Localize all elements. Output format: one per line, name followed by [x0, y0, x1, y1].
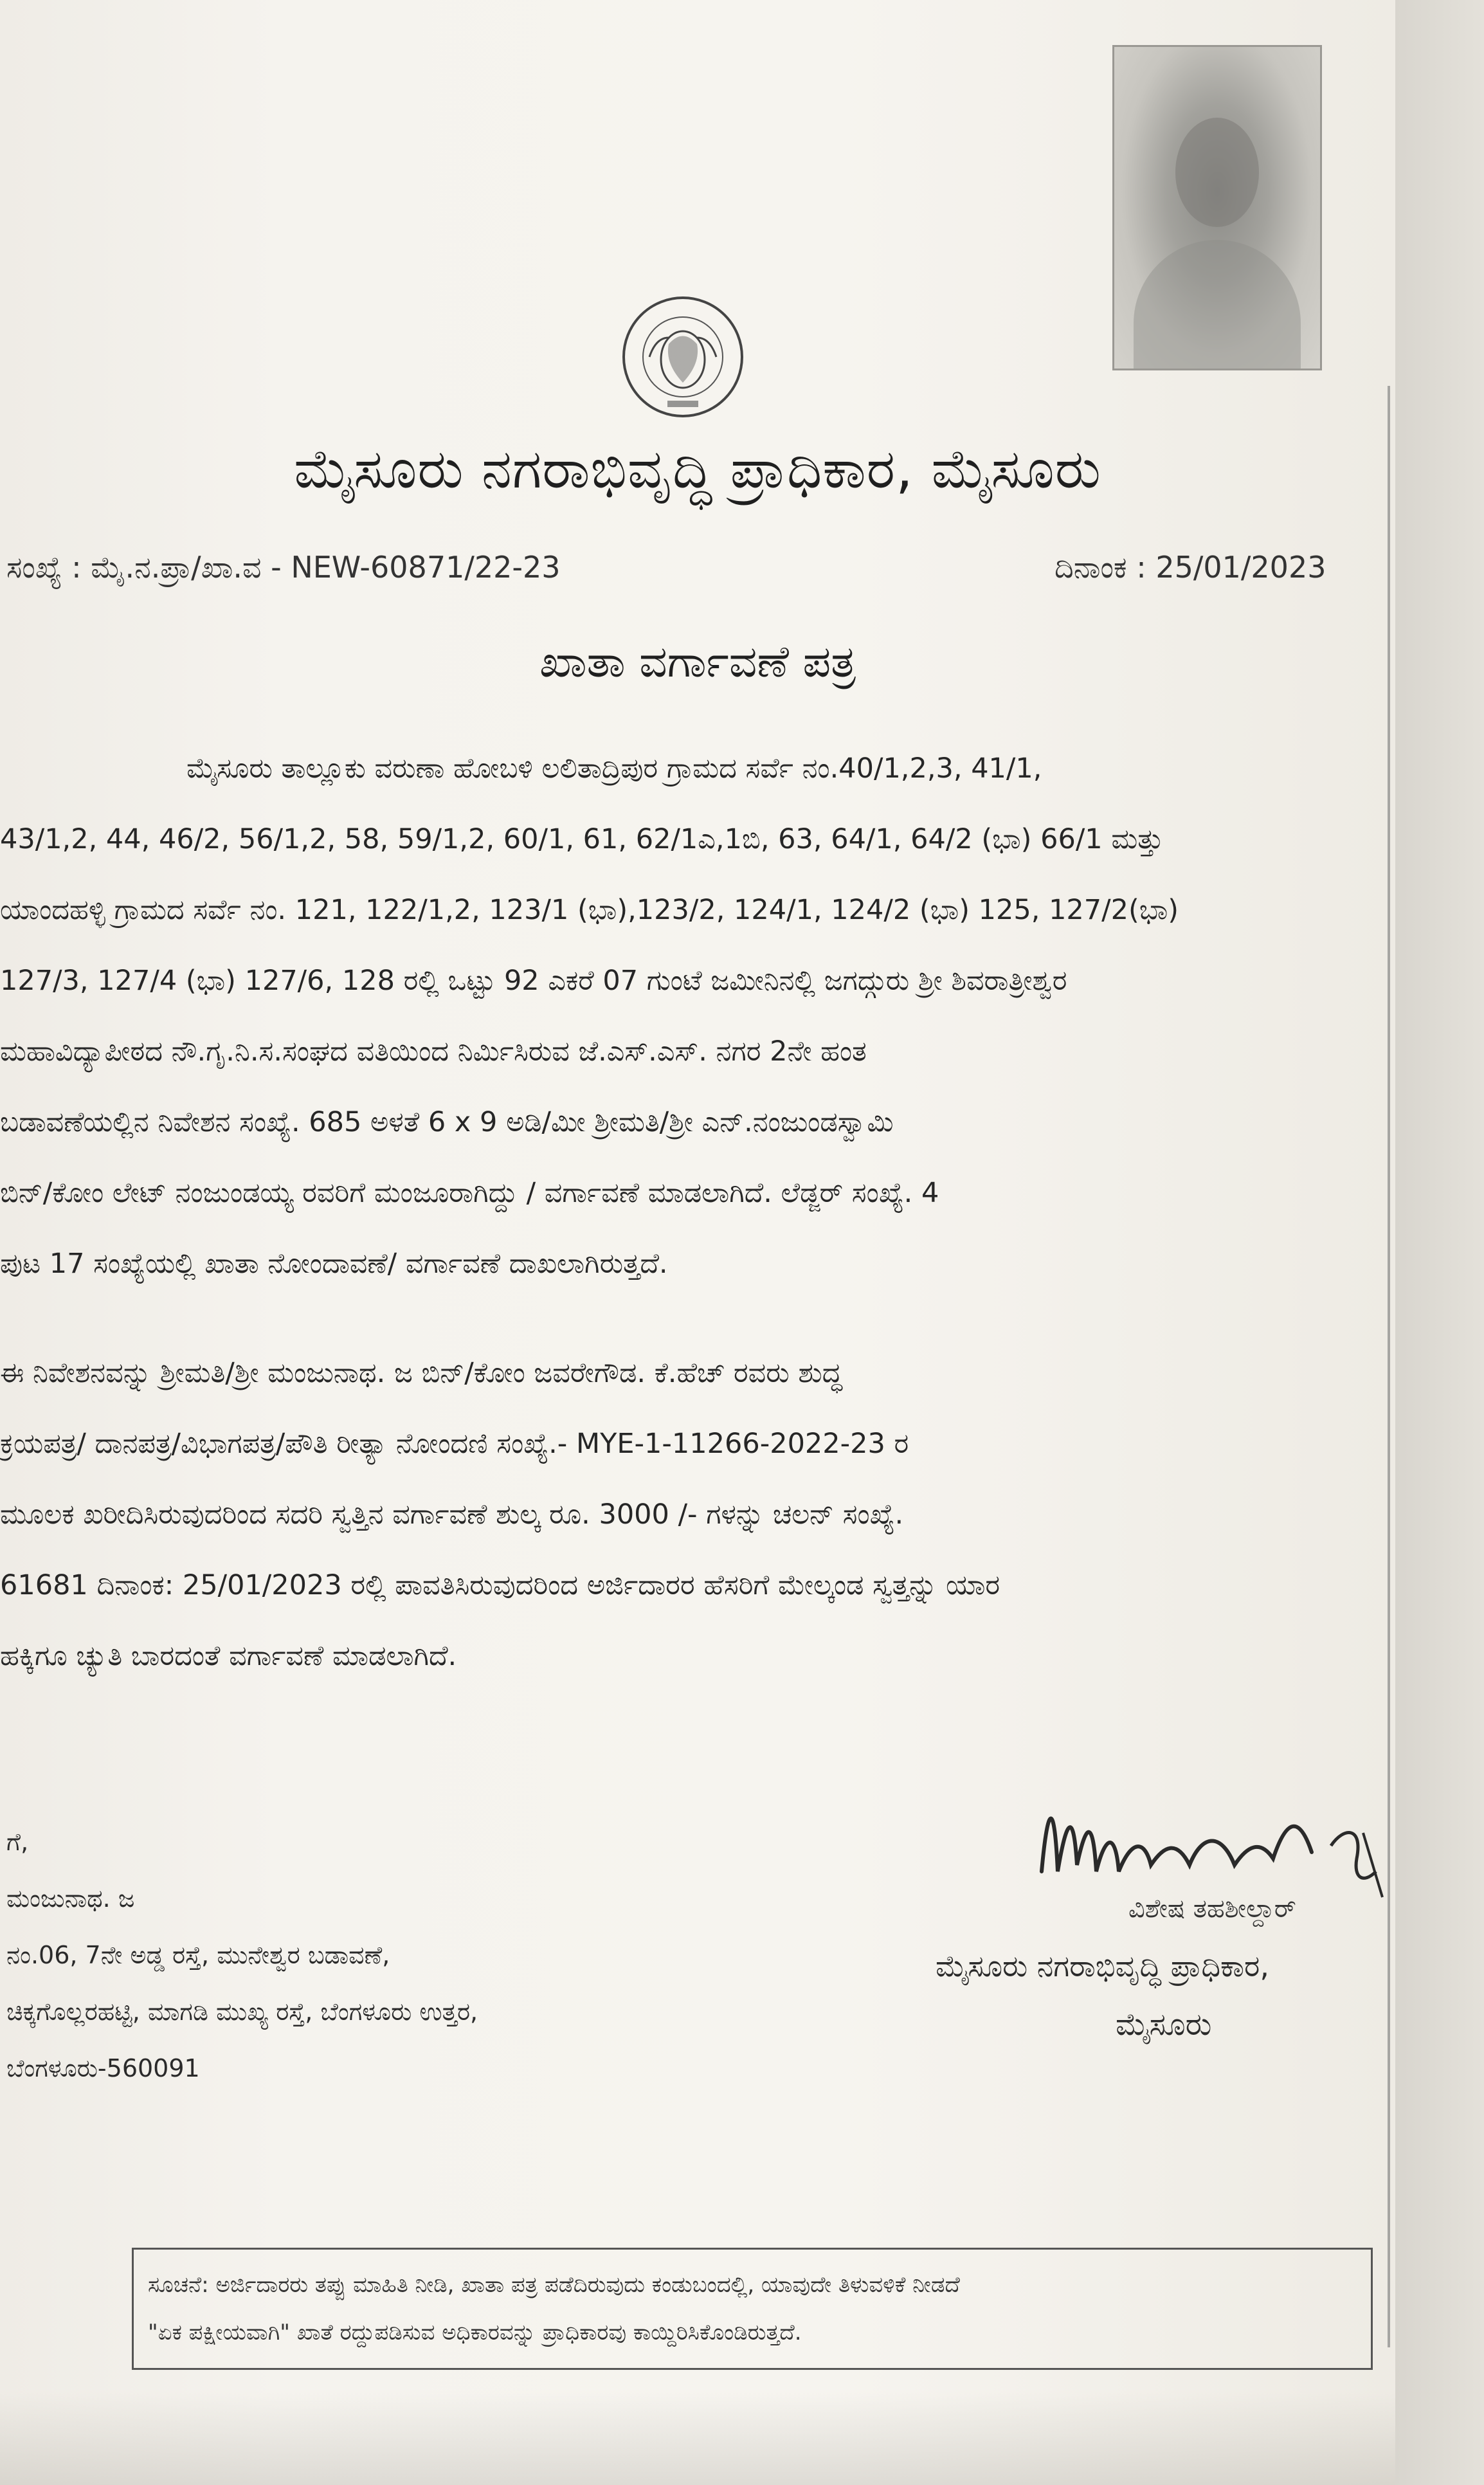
- recipient-name: ಮಂಜುನಾಥ. ಜ: [6, 1884, 135, 1913]
- letter-subject: ಖಾತಾ ವರ್ಗಾವಣೆ ಪತ್ರ: [539, 637, 856, 687]
- recipient-address-line: ಚಿಕ್ಕಗೊಲ್ಲರಹಟ್ಟಿ, ಮಾಗಡಿ ಮುಖ್ಯ ರಸ್ತೆ, ಬೆಂಗಳೂರು ಉತ್ತರ,: [6, 1998, 478, 2026]
- paragraph-allotment: [0, 733, 1179, 1299]
- signatory-designation: ವಿಶೇಷ ತಹಶೀಲ್ದಾರ್: [1128, 1894, 1296, 1924]
- paragraph-line: 127/3, 127/4 (ಭಾ) 127/6, 128 ರಲ್ಲಿ ಒಟ್ಟು 92 ಎಕರೆ 07 ಗುಂಟೆ ಜಮೀನಿನಲ್ಲಿ ಜಗದ್ಗುರು ಶ್ರೀ ಶಿವರಾತ್ರೀಶ್ವರ: [0, 965, 1067, 997]
- paragraph-line: ಹಕ್ಕಿಗೂ ಚ್ಯುತಿ ಬಾರದಂತೆ ವರ್ಗಾವಣೆ ಮಾಡಲಾಗಿದೆ.: [0, 1640, 457, 1672]
- paragraph-line: 43/1,2, 44, 46/2, 56/1,2, 58, 59/1,2, 60/1, 61, 62/1ಎ,1ಬಿ, 63, 64/1, 64/2 (ಭಾ) 66/1 ಮತ್ತು: [0, 823, 1164, 855]
- paragraph-line: ಪುಟ 17 ಸಂಖ್ಯೆಯಲ್ಲಿ ಖಾತಾ ನೋಂದಾವಣೆ/ ವರ್ಗಾವಣೆ ದಾಖಲಾಗಿರುತ್ತದೆ.: [0, 1248, 668, 1280]
- disclaimer-note-box: [132, 2248, 1373, 2370]
- handwritten-signature: [1029, 1775, 1389, 1904]
- signatory-place: ಮೈಸೂರು: [1116, 2007, 1212, 2043]
- authority-title: ಮೈಸೂರು ನಗರಾಭಿವೃದ್ಧಿ ಪ್ರಾಧಿಕಾರ, ಮೈಸೂರು: [294, 437, 1101, 500]
- paragraph-line: ಮೈಸೂರು ತಾಲ್ಲೂಕು ವರುಣಾ ಹೋಬಳಿ ಲಲಿತಾದ್ರಿಪುರ ಗ್ರಾಮದ ಸರ್ವೆ ನಂ.40/1,2,3, 41/1,: [186, 752, 1042, 785]
- page-shadow: [0, 2392, 1395, 2485]
- issue-date: ದಿನಾಂಕ : 25/01/2023: [1054, 550, 1326, 585]
- paragraph-line: ಯಾಂದಹಳ್ಳಿ ಗ್ರಾಮದ ಸರ್ವೆ ನಂ. 121, 122/1,2, 123/1 (ಭಾ),123/2, 124/1, 124/2 (ಭಾ) 125, 127/2(ಭಾ): [0, 894, 1179, 926]
- authority-seal-emblem: [604, 293, 762, 421]
- paragraph-line: 61681 ದಿನಾಂಕ: 25/01/2023 ರಲ್ಲಿ ಪಾವತಿಸಿರುವುದರಿಂದ ಅರ್ಜಿದಾರರ ಹೆಸರಿಗೆ ಮೇಲ್ಕಂಡ ಸ್ವತ್ತನ್ನು ಯಾರ: [0, 1569, 1000, 1601]
- paragraph-line: ಮಹಾವಿದ್ಯಾಪೀಠದ ನೌ.ಗೃ.ನಿ.ಸ.ಸಂಘದ ವತಿಯಿಂದ ನಿರ್ಮಿಸಿರುವ ಜೆ.ಎಸ್.ಎಸ್. ನಗರ 2ನೇ ಹಂತ: [0, 1035, 867, 1068]
- applicant-photo: [1112, 45, 1322, 370]
- photo-shoulders: [1134, 240, 1301, 369]
- signatory-office: ಮೈಸೂರು ನಗರಾಭಿವೃದ್ಧಿ ಪ್ರಾಧಿಕಾರ,: [936, 1949, 1269, 1983]
- recipient-address-line: ಬೆಂಗಳೂರು-560091: [6, 2054, 200, 2082]
- note-line: "ಏಕ ಪಕ್ಷೀಯವಾಗಿ" ಖಾತೆ ರದ್ದುಪಡಿಸುವ ಅಧಿಕಾರವನ್ನು ಪ್ರಾಧಿಕಾರವು ಕಾಯ್ದಿರಿಸಿಕೊಂಡಿರುತ್ತದೆ.: [148, 2320, 802, 2345]
- paragraph-line: ಬಿನ್/ಕೋಂ ಲೇಟ್ ನಂಜುಂಡಯ್ಯ ರವರಿಗೆ ಮಂಜೂರಾಗಿದ್ದು / ವರ್ಗಾವಣೆ ಮಾಡಲಾಗಿದೆ. ಲೆಡ್ಜರ್ ಸಂಖ್ಯೆ. 4: [0, 1177, 939, 1209]
- paragraph-line: ಮೂಲಕ ಖರೀದಿಸಿರುವುದರಿಂದ ಸದರಿ ಸ್ವತ್ತಿನ ವರ್ಗಾವಣೆ ಶುಲ್ಕ ರೂ. 3000 /- ಗಳನ್ನು ಚಲನ್ ಸಂಖ್ಯೆ.: [0, 1498, 904, 1531]
- paragraph-line: ಕ್ರಯಪತ್ರ/ ದಾನಪತ್ರ/ವಿಭಾಗಪತ್ರ/ಪೌತಿ ರೀತ್ಯಾ ನೋಂದಣಿ ಸಂಖ್ಯೆ.- MYE-1-11266-2022-23 ರ: [0, 1428, 909, 1460]
- reference-number: ಸಂಖ್ಯೆ : ಮೈ.ನ.ಪ್ರಾ/ಖಾ.ವ - NEW-60871/22-23: [6, 550, 561, 585]
- note-line: ಸೂಚನೆ: ಅರ್ಜಿದಾರರು ತಪ್ಪು ಮಾಹಿತಿ ನೀಡಿ, ಖಾತಾ ಪತ್ರ ಪಡೆದಿರುವುದು ಕಂಡುಬಂದಲ್ಲಿ, ಯಾವುದೇ ತಿಳುವಳಿಕೆ ನೀಡದೆ: [148, 2272, 960, 2298]
- paragraph-transfer: [0, 1338, 1000, 1691]
- recipient-address-line: ನಂ.06, 7ನೇ ಅಡ್ಡ ರಸ್ತೆ, ಮುನೇಶ್ವರ ಬಡಾವಣೆ,: [6, 1941, 390, 1969]
- paragraph-line: ಈ ನಿವೇಶನವನ್ನು ಶ್ರೀಮತಿ/ಶ್ರೀ ಮಂಜುನಾಥ. ಜ ಬಿನ್/ಕೋಂ ಜವರೇಗೌಡ. ಕೆ.ಹೆಚ್ ರವರು ಶುದ್ಧ: [0, 1357, 842, 1389]
- background-surface: [1395, 0, 1484, 2485]
- paragraph-line: ಬಡಾವಣೆಯಲ್ಲಿನ ನಿವೇಶನ ಸಂಖ್ಯೆ. 685 ಅಳತೆ 6 x 9 ಅಡಿ/ಮೀ ಶ್ರೀಮತಿ/ಶ್ರೀ ಎನ್.ನಂಜುಂಡಸ್ವಾಮಿ: [0, 1106, 894, 1138]
- recipient-address: [6, 1814, 478, 2097]
- photo-face: [1175, 118, 1259, 227]
- recipient-salutation: ಗೆ,: [6, 1828, 29, 1856]
